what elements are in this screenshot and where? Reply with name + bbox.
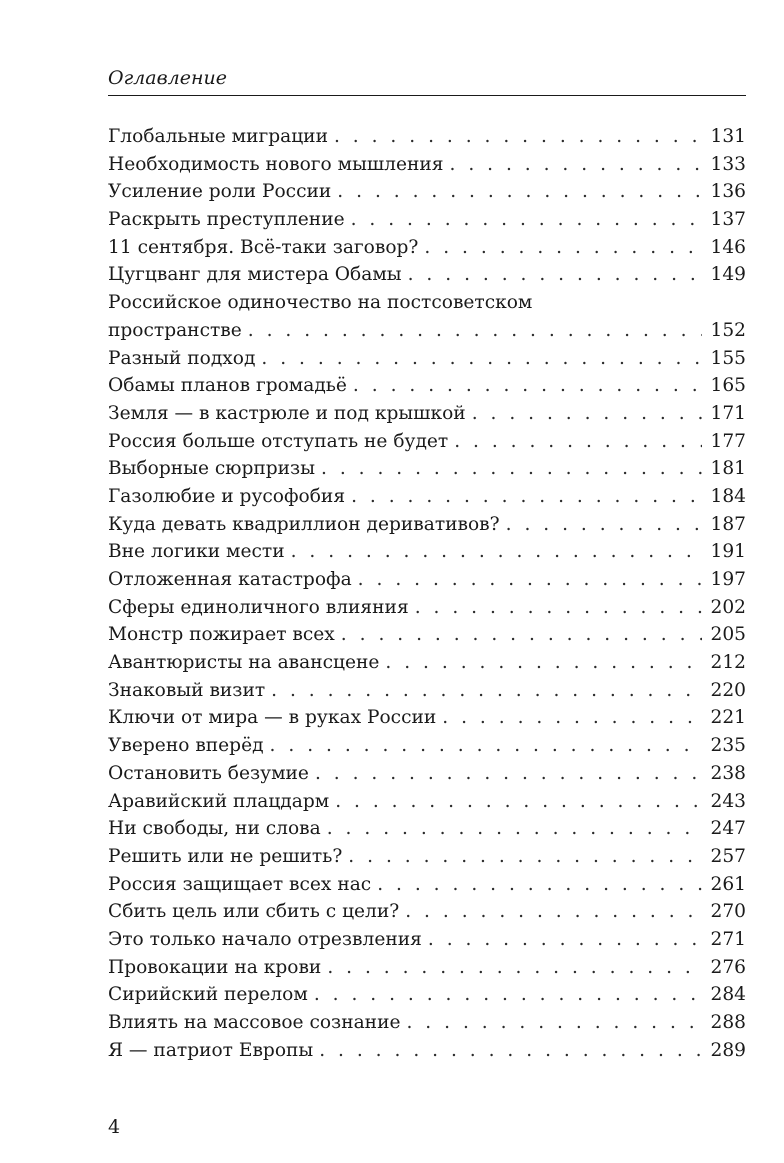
table-of-contents: [108, 123, 746, 1064]
dot-leader: [261, 345, 702, 373]
toc-entry-page: 243: [710, 790, 746, 812]
toc-entry-title: Необходимость нового мышления: [108, 153, 444, 175]
toc-entry-title: Я — патриот Европы: [108, 1039, 314, 1061]
toc-entry: [108, 483, 746, 511]
toc-entry-page: 212: [710, 652, 746, 674]
dot-leader: [270, 732, 702, 760]
toc-entry: [108, 178, 746, 206]
toc-entry: [108, 954, 746, 982]
toc-entry: [108, 234, 746, 262]
toc-entry-page: 247: [710, 818, 746, 840]
toc-entry-page: 187: [710, 513, 746, 535]
dot-leader: [454, 428, 702, 456]
toc-entry-title: Земля — в кастрюле и под крышкой: [108, 402, 466, 424]
dot-leader: [327, 954, 702, 982]
dot-leader: [408, 261, 702, 289]
dot-leader: [506, 511, 702, 539]
toc-entry-page: 221: [710, 707, 746, 729]
page-number: 4: [108, 1116, 121, 1138]
dot-leader: [348, 843, 702, 871]
toc-entry: [108, 538, 746, 566]
toc-entry: [108, 123, 746, 151]
toc-entry-title: Монстр пожирает всех: [108, 624, 335, 646]
dot-leader: [358, 566, 702, 594]
toc-entry-page: 205: [710, 624, 746, 646]
toc-entry-title: 11 сентября. Всё-таки заговор?: [108, 236, 419, 258]
dot-leader: [335, 788, 702, 816]
toc-entry-page: 149: [710, 264, 746, 286]
dot-leader: [406, 1009, 702, 1037]
dot-leader: [319, 1037, 702, 1065]
toc-entry-title: Остановить безумие: [108, 762, 309, 784]
toc-entry-page: 133: [710, 153, 746, 175]
toc-entry-title: Выборные сюрпризы: [108, 458, 315, 480]
dot-leader: [248, 317, 702, 345]
toc-entry-page: 270: [710, 901, 746, 923]
toc-entry-title: Знаковый визит: [108, 679, 266, 701]
dot-leader: [385, 649, 702, 677]
toc-entry-title: Россия защищает всех нас: [108, 873, 372, 895]
dot-leader: [351, 206, 702, 234]
toc-entry: [108, 400, 746, 428]
toc-entry-page: 257: [710, 845, 746, 867]
toc-entry-page: 177: [710, 430, 746, 452]
toc-entry-page: 202: [710, 596, 746, 618]
toc-entry-page: 184: [710, 485, 746, 507]
dot-leader: [334, 123, 702, 151]
toc-entry: [108, 261, 746, 289]
toc-entry-title: пространстве: [108, 319, 242, 341]
toc-entry-title: Провокации на крови: [108, 956, 322, 978]
dot-leader: [337, 178, 702, 206]
dot-leader: [472, 400, 702, 428]
toc-entry-title: Отложенная катастрофа: [108, 569, 352, 590]
toc-entry: [108, 206, 746, 234]
toc-entry: [108, 843, 746, 871]
toc-entry-title: Влиять на массовое сознание: [108, 1012, 401, 1033]
toc-entry-page: 191: [710, 541, 746, 563]
toc-entry-title-line: Российское одиночество на постсоветском: [108, 292, 533, 314]
dot-leader: [428, 926, 702, 954]
toc-entry-page: 131: [710, 126, 746, 147]
toc-entry-title: Сбить цель или сбить с цели?: [108, 901, 400, 923]
dot-leader: [314, 981, 702, 1009]
running-header-title: Оглавление: [108, 67, 228, 89]
toc-entry-page: 271: [710, 928, 746, 950]
toc-entry-page: 155: [710, 347, 746, 369]
toc-entry-page: 238: [710, 762, 746, 784]
dot-leader: [315, 760, 702, 788]
toc-entry: [108, 511, 746, 539]
toc-entry-page: 165: [710, 375, 746, 397]
toc-entry-title: Обамы планов громадьё: [108, 375, 347, 397]
dot-leader: [341, 621, 702, 649]
dot-leader: [415, 594, 702, 622]
toc-entry: [108, 677, 746, 705]
toc-entry-page: 136: [710, 181, 746, 203]
dot-leader: [450, 151, 703, 179]
toc-entry: [108, 815, 746, 843]
toc-entry: [108, 871, 746, 899]
header-rule: [108, 95, 746, 96]
toc-entry-title: Ни свободы, ни слова: [108, 818, 321, 840]
toc-entry: [108, 151, 746, 179]
toc-entry-title: Россия больше отступать не будет: [108, 430, 449, 452]
toc-entry-title: Глобальные миграции: [108, 126, 328, 147]
toc-entry-title: Авантюристы на авансцене: [108, 652, 380, 674]
dot-leader: [353, 372, 702, 400]
toc-entry-page: 261: [710, 873, 746, 895]
toc-entry-title: Куда девать квадриллион деривативов?: [108, 513, 500, 535]
toc-entry: [108, 428, 746, 456]
toc-entry: [108, 732, 746, 760]
toc-entry-page: 171: [710, 402, 746, 424]
toc-entry: [108, 788, 746, 816]
toc-entry: [108, 594, 746, 622]
toc-entry-page: 137: [710, 209, 746, 231]
toc-entry-title: Газолюбие и русофобия: [108, 485, 346, 507]
toc-entry: [108, 926, 746, 954]
dot-leader: [327, 815, 702, 843]
toc-entry: [108, 455, 746, 483]
toc-entry: [108, 289, 746, 344]
toc-entry-title: Аравийский плацдарм: [108, 790, 330, 812]
toc-entry-title: Уверено вперёд: [108, 735, 264, 757]
dot-leader: [442, 704, 702, 732]
dot-leader: [377, 871, 702, 899]
toc-entry: [108, 1037, 746, 1065]
toc-entry: [108, 621, 746, 649]
toc-entry-page: 289: [710, 1039, 746, 1061]
toc-entry-title: Решить или не решить?: [108, 845, 343, 867]
toc-entry-title: Сирийский перелом: [108, 984, 308, 1006]
toc-entry-title: Ключи от мира — в руках России: [108, 707, 437, 729]
toc-entry-page: 284: [710, 984, 746, 1006]
toc-entry-title: Усиление роли России: [108, 181, 332, 203]
toc-entry-page: 146: [710, 236, 746, 258]
toc-entry: [108, 566, 746, 594]
dot-leader: [424, 234, 702, 262]
toc-entry: [108, 1009, 746, 1037]
toc-entry-title: Сферы единоличного влияния: [108, 596, 409, 618]
toc-entry: [108, 704, 746, 732]
dot-leader: [271, 677, 702, 705]
toc-entry-title: Раскрыть преступление: [108, 209, 345, 231]
toc-entry-page: 181: [710, 458, 746, 480]
toc-entry-page: 276: [710, 956, 746, 978]
toc-entry-title: Это только начало отрезвления: [108, 928, 422, 950]
toc-entry: [108, 760, 746, 788]
toc-entry-title: Разный подход: [108, 347, 256, 369]
toc-entry-page: 197: [710, 569, 746, 590]
toc-entry: [108, 981, 746, 1009]
toc-entry: [108, 898, 746, 926]
toc-entry: [108, 372, 746, 400]
dot-leader: [291, 538, 702, 566]
toc-entry-page: 288: [710, 1012, 746, 1033]
toc-entry-page: 152: [710, 319, 746, 341]
dot-leader: [405, 898, 702, 926]
toc-entry: [108, 345, 746, 373]
toc-entry-page: 220: [710, 679, 746, 701]
dot-leader: [351, 483, 702, 511]
dot-leader: [321, 455, 702, 483]
toc-entry: [108, 649, 746, 677]
toc-entry-title: Цугцванг для мистера Обамы: [108, 264, 402, 286]
toc-entry-page: 235: [710, 735, 746, 757]
toc-entry-title: Вне логики мести: [108, 541, 285, 563]
